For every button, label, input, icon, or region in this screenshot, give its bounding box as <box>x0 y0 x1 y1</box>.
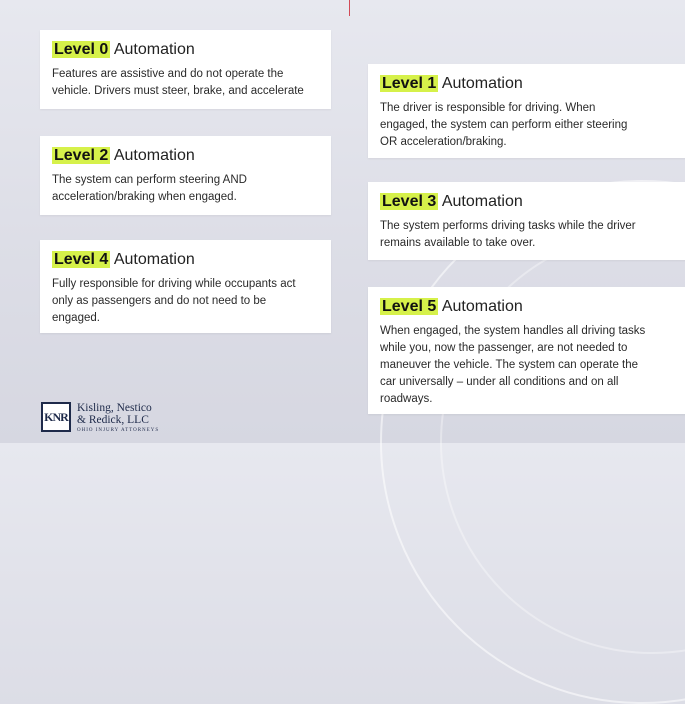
divider-line <box>349 0 350 16</box>
automation-label: Automation <box>110 251 195 268</box>
logo-firm-name-line1: Kisling, Nestico <box>77 401 152 414</box>
card-title <box>52 146 319 166</box>
level-label: Level 4 <box>54 251 109 268</box>
automation-label: Automation <box>110 41 195 58</box>
firm-logo <box>41 399 159 435</box>
level-label: Level 5 <box>382 298 437 315</box>
card-level-0 <box>40 30 331 109</box>
automation-label: Automation <box>110 147 195 164</box>
card-level-3 <box>368 182 685 260</box>
card-level-5 <box>368 287 685 414</box>
logo-tagline: OHIO INJURY ATTORNEYS <box>77 427 160 433</box>
level-label: Level 1 <box>382 75 437 92</box>
card-level-2 <box>40 136 331 215</box>
card-description: The system performs driving tasks while the driver remains available to take over. <box>380 220 636 249</box>
card-title <box>52 250 319 270</box>
automation-label: Automation <box>438 193 523 210</box>
automation-label: Automation <box>438 298 523 315</box>
card-description: Fully responsible for driving while occupants act only as passengers and do not need to be engaged. <box>52 278 296 324</box>
card-title <box>380 74 676 94</box>
card-title <box>52 40 319 60</box>
card-description: The driver is responsible for driving. When engaged, the system can perform either steering OR acceleration/braking. <box>380 102 628 148</box>
logo-firm-name-line2: & Redick, LLC <box>77 413 149 426</box>
automation-label: Automation <box>438 75 523 92</box>
level-label: Level 2 <box>54 147 109 164</box>
card-description: The system can perform steering AND acceleration/braking when engaged. <box>52 174 247 203</box>
card-level-1 <box>368 64 685 158</box>
card-title <box>380 297 676 317</box>
card-description: When engaged, the system handles all driving tasks while you, now the passenger, are not needed to maneuver the vehicle. The system can operate the car universally – under all conditions and on all roadways. <box>380 325 646 405</box>
level-label: Level 3 <box>382 193 437 210</box>
knr-logo-mark: KNR <box>41 402 71 432</box>
card-level-4 <box>40 240 331 333</box>
logo-text <box>77 402 159 433</box>
card-title <box>380 192 676 212</box>
level-label: Level 0 <box>54 41 109 58</box>
card-description: Features are assistive and do not operate the vehicle. Drivers must steer, brake, and accelerate <box>52 68 304 97</box>
